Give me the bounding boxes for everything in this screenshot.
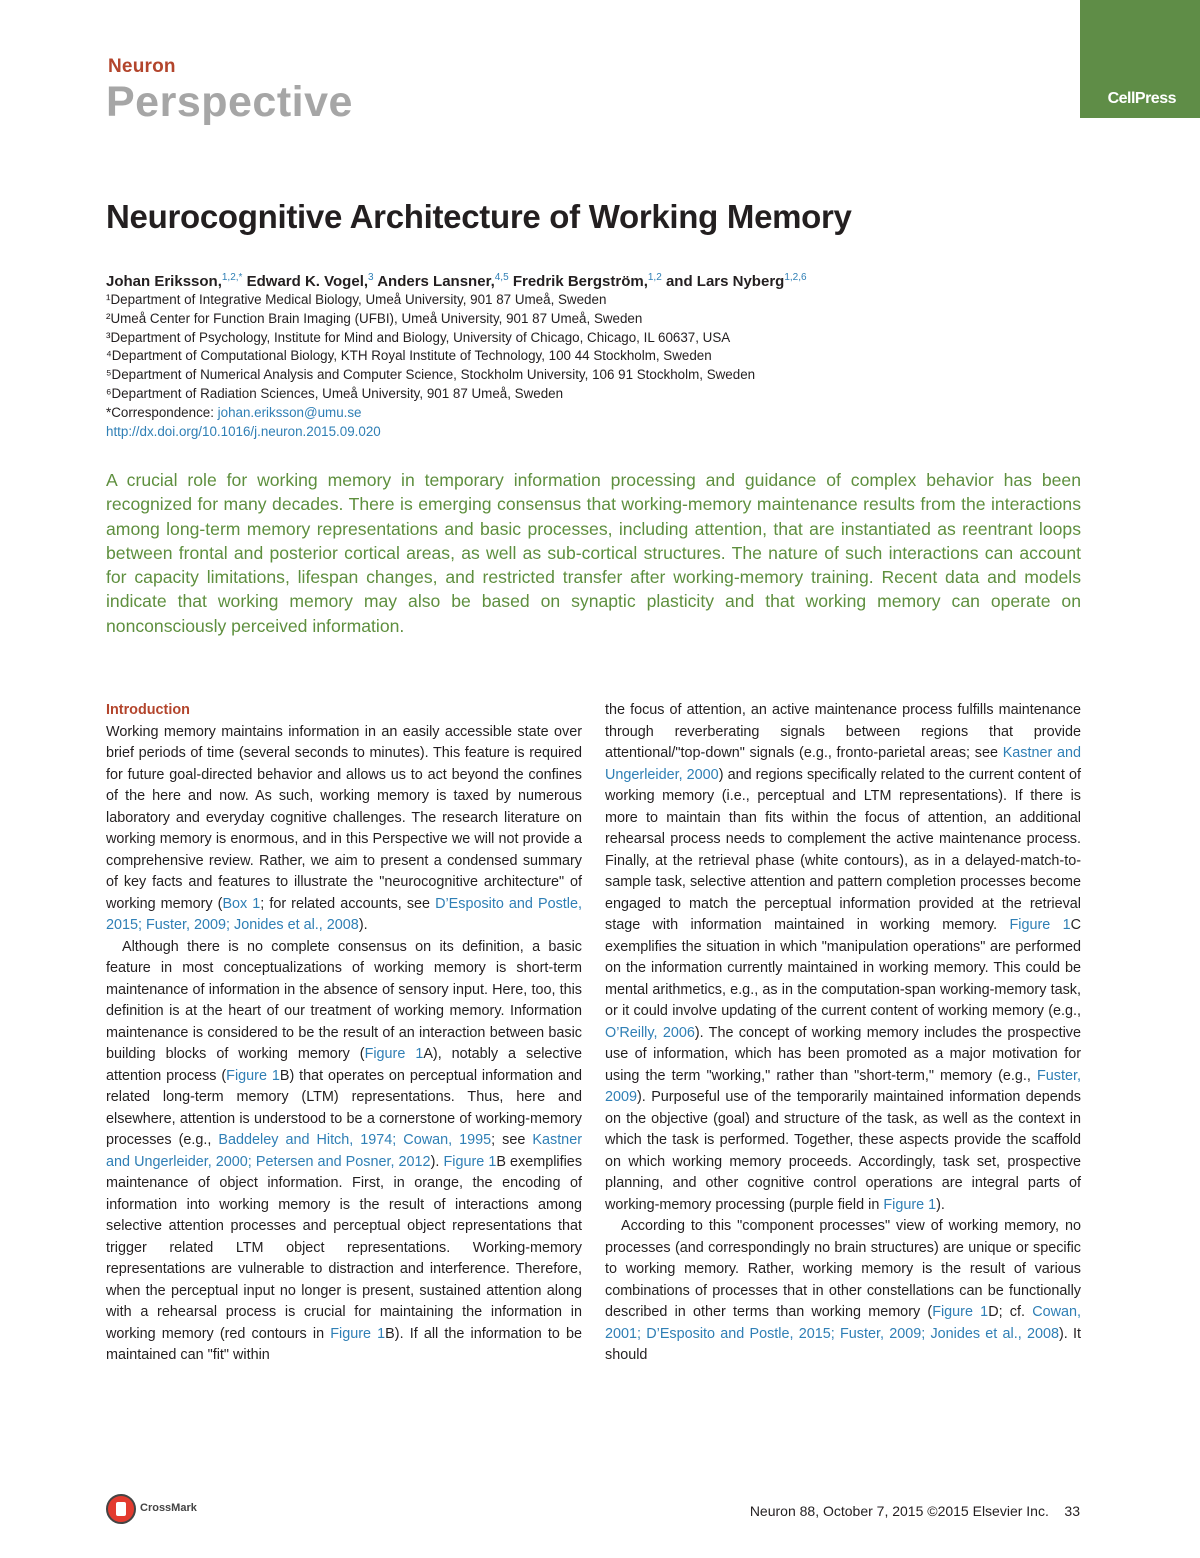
paragraph-text: ). — [430, 1153, 444, 1170]
author-affil-ref[interactable]: 1,2,6 — [784, 272, 807, 283]
body-paragraph — [106, 937, 582, 1367]
paragraph-text: Working memory maintains information in an easily accessible state over brief periods of time (several seconds to minutes). This feature is required for future goal-directed behavior and allows us to act beyond the confines of the here and now. As such, working memory is taxed by numerous laboratory and everyday cognitive challenges. The research literature on working memory is enormous, and in this Perspective we will not provide a comprehensive review. Rather, we aim to present a condensed summary of key facts and features to illustrate the "neurocognitive architecture" of working memory ( — [106, 723, 582, 912]
citation-link[interactable]: Figure 1 — [1009, 917, 1071, 933]
paragraph-text: ). The concept of working memory includes the prospective use of information, which has been promoted as a major motivation for using the term "working," rather than "short-term," memory (e.g., — [605, 1024, 1081, 1084]
author-name: Fredrik Bergström, — [508, 273, 648, 290]
citation-link[interactable]: Cowan, 2001; D’Esposito and Postle, 2015; Fuster, 2009; Jonides et al., 2008 — [605, 1304, 1081, 1342]
author-affil-ref[interactable]: 4,5 — [494, 272, 509, 283]
body-column-right — [605, 700, 1081, 1367]
paragraph-text: D; cf. — [988, 1304, 1033, 1320]
paragraph-text: According to this "component processes" view of working memory, no processes (and correspondingly no brain structures) are unique or specific to working memory. Rather, working memory is the result of various combinations of processes that in other constellations can be functionally described in other terms than working memory ( — [605, 1218, 1081, 1320]
affiliation-2: ²Umeå Center for Function Brain Imaging (UFBI), Umeå University, 901 87 Umeå, Sweden — [106, 310, 643, 326]
affiliation-6: ⁶Department of Radiation Sciences, Umeå University, 901 87 Umeå, Sweden — [106, 385, 564, 401]
footer-citation: Neuron 88, October 7, 2015 ©2015 Elsevier Inc. — [749, 1503, 1049, 1519]
author-name: and Lars Nyberg — [661, 273, 785, 290]
correspondence-email-link[interactable]: johan.eriksson@umu.se — [217, 404, 362, 420]
article-type-heading: Perspective — [106, 78, 353, 126]
correspondence-label: *Correspondence: — [106, 404, 218, 420]
citation-link[interactable]: Kastner and Ungerleider, 2000; Petersen and Posner, 2012 — [106, 1132, 582, 1170]
doi-link[interactable]: http://dx.doi.org/10.1016/j.neuron.2015.09.020 — [106, 423, 381, 439]
crossmark-label: CrossMark — [140, 1502, 197, 1514]
citation-link[interactable]: Figure 1 — [226, 1067, 280, 1084]
crossmark-badge[interactable] — [106, 1494, 201, 1524]
citation-link[interactable]: Figure 1 — [443, 1153, 497, 1170]
crossmark-icon — [106, 1494, 136, 1524]
publisher-logo-text: CellPress — [1107, 90, 1176, 107]
body-paragraph — [605, 700, 1081, 1216]
citation-link[interactable]: Figure 1 — [932, 1304, 989, 1320]
affiliation-4: ⁴Department of Computational Biology, KTH Royal Institute of Technology, 100 44 Stockholm, Sweden — [106, 348, 712, 364]
page-number: 33 — [1064, 1503, 1080, 1519]
abstract: A crucial role for working memory in temporary information processing and guidance of complex behavior has been recognized for many decades. There is emerging consensus that working-memory maintenance results from the interactions among long-term memory representations and basic processes, including attention, that are instantiated as reentrant loops between frontal and posterior cortical areas, as well as sub-cortical structures. The nature of such interactions can account for capacity limitations, lifespan changes, and restricted transfer after working-memory training. Recent data and models indicate that working memory may also be based on synaptic plasticity and that working memory can operate on nonconsciously perceived information. — [106, 470, 1081, 636]
page-footer — [750, 1503, 1080, 1519]
citation-link[interactable]: Fuster, 2009 — [605, 1067, 1081, 1105]
citation-link[interactable]: Box 1 — [222, 895, 261, 912]
body-paragraph — [106, 722, 582, 937]
paragraph-text: ; see — [491, 1132, 533, 1148]
journal-name: Neuron — [108, 56, 176, 77]
paragraph-text: Although there is no complete consensus on its definition, a basic feature in most conceptualizations of working memory is short-term maintenance of information in the absence of sensory input. Here, too, this definition is at the heart of our treatment of working memory. Information maintenance is considered to be the result of an interaction between basic building blocks of working memory ( — [106, 938, 582, 1062]
paragraph-text: A), notably a selective attention process ( — [106, 1046, 582, 1084]
paragraph-text: ). — [936, 1196, 945, 1213]
author-name: Johan Eriksson, — [106, 273, 222, 290]
citation-link[interactable]: Figure 1 — [364, 1046, 424, 1062]
author-name: Anders Lansner, — [373, 273, 495, 290]
paragraph-text: B exemplifies maintenance of object information. First, in orange, the encoding of information into working memory is the result of interactions among selective attention processes and perceptual object representations that trigger related LTM object representations. Working-memory representations are vulnerable to distraction and interference. Therefore, when the perceptual input no longer is present, sustained attention along with a rehearsal process is crucial for maintaining the information in working memory (red contours in — [106, 1153, 583, 1342]
citation-link[interactable]: Baddeley and Hitch, 1974; Cowan, 1995 — [218, 1132, 492, 1148]
publisher-logo — [1080, 0, 1200, 118]
citation-link[interactable]: O’Reilly, 2006 — [605, 1024, 695, 1041]
affiliation-3: ³Department of Psychology, Institute for Mind and Biology, University of Chicago, Chicago, IL 60637, USA — [106, 329, 731, 345]
paragraph-text: ; for related accounts, see — [260, 895, 436, 912]
paragraph-text: ). It should — [605, 1325, 1081, 1363]
author-affil-ref[interactable]: 1,2 — [647, 272, 662, 283]
paragraph-text: ). Purposeful use of the temporarily maintained information depends on the objective (goal) and structure of the task, as well as the context in which the task is performed. Together, these aspects provide the scaffold on which working memory proceeds. Accordingly, task set, prospective planning, and other cognitive control operations are integral parts of working-memory processing (purple field in — [605, 1089, 1081, 1213]
author-affil-ref[interactable]: 1,2,* — [221, 272, 243, 283]
section-heading-introduction: Introduction — [106, 702, 190, 718]
paragraph-text: ). — [358, 917, 368, 933]
citation-link[interactable]: Kastner and Ungerleider, 2000 — [605, 745, 1082, 783]
paragraph-text: the focus of attention, an active maintenance process fulfills maintenance through reverberating signals between regions that provide attentional/"top-down" signals (e.g., fronto-parietal areas; see — [605, 702, 1081, 761]
correspondence — [106, 404, 755, 423]
affiliation-list — [106, 291, 755, 441]
author-list — [106, 272, 807, 290]
citation-link[interactable]: D’Esposito and Postle, 2015; Fuster, 2009; Jonides et al., 2008 — [106, 895, 582, 933]
article-title: Neurocognitive Architecture of Working Memory — [106, 198, 852, 235]
body-paragraph — [605, 1216, 1081, 1367]
author-name: Edward K. Vogel, — [242, 273, 369, 290]
body-column-left — [106, 700, 582, 1367]
citation-link[interactable]: Figure 1 — [330, 1325, 386, 1342]
paragraph-text: C exemplifies the situation in which "manipulation operations" are performed on the information currently maintained in working memory. This could be mental arithmetics, e.g., as in the computation-span working-memory task, or it could involve updating of the current content of working memory (e.g., — [605, 917, 1081, 1019]
paragraph-text: B). If all the information to be maintained can "fit" within — [106, 1325, 582, 1363]
paragraph-text: ) and regions specifically related to the current content of working memory (i.e., perceptual and LTM representations). If there is more to maintain than fits within the focus of attention, an additional rehearsal process needs to complement the active maintenance process. Finally, at the retrieval phase (white contours), as in a delayed-match-to-sample task, selective attention and pattern completion processes become engaged to match the perceptual information provided at the retrieval stage with information maintained in working memory. — [605, 766, 1081, 933]
paragraph-text: B) that operates on perceptual information and related long-term memory (LTM) representations. Thus, here and elsewhere, attention is understood to be a cornerstone of working-memory processes (e.g., — [106, 1067, 582, 1148]
author-affil-ref[interactable]: 3 — [368, 272, 374, 283]
affiliation-1: ¹Department of Integrative Medical Biology, Umeå University, 901 87 Umeå, Sweden — [106, 292, 607, 307]
citation-link[interactable]: Figure 1 — [883, 1196, 937, 1213]
affiliation-5: ⁵Department of Numerical Analysis and Computer Science, Stockholm University, 106 91 Stockholm, Sweden — [106, 367, 756, 383]
